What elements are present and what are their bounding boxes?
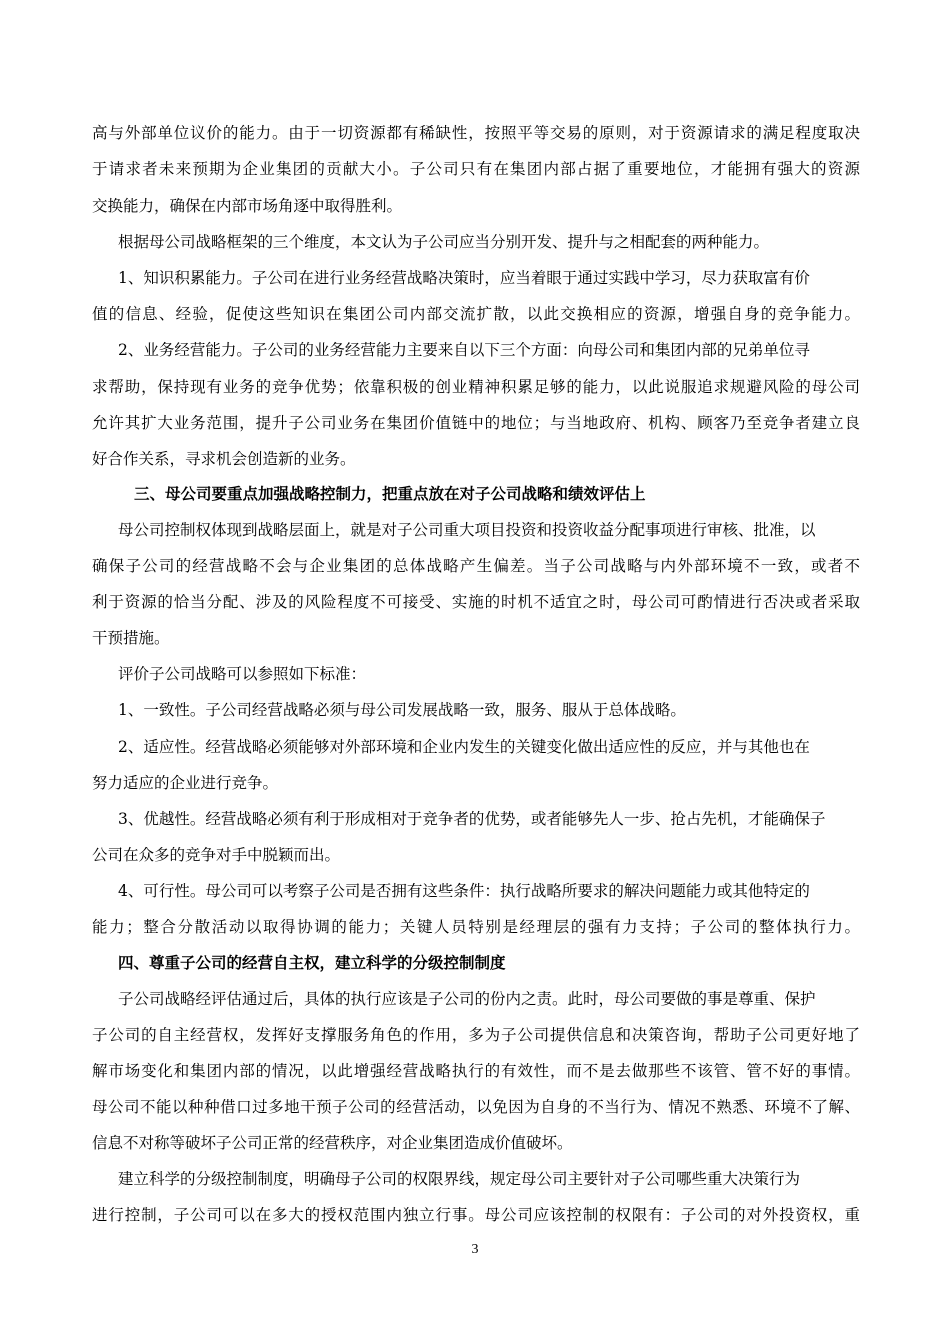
body-line: 于请求者未来预期为企业集团的贡献大小。子公司只有在集团内部占据了重要地位，才能拥有强大的资源 — [92, 160, 860, 178]
numbered-item-line — [118, 340, 810, 360]
item-heading: 1、一致性。 — [118, 701, 206, 719]
item-body: 子公司的业务经营能力主要来自以下三个方面：向母公司和集团内部的兄弟单位寻 — [251, 341, 810, 359]
item-heading: 2、业务经营能力。 — [118, 341, 252, 359]
body-line: 确保子公司的经营战略不会与企业集团的总体战略产生偏差。当子公司战略与内外部环境不一致，或者不 — [92, 557, 860, 575]
body-line: 建立科学的分级控制制度，明确母子公司的权限界线，规定母公司主要针对子公司哪些重大决策行为 — [118, 1170, 801, 1188]
body-line: 利于资源的恰当分配、涉及的风险程度不可接受、实施的时机不适宜之时，母公司可酌情进行否决或者采取 — [92, 593, 860, 611]
body-line: 能力；整合分散活动以取得协调的能力；关键人员特别是经理层的强有力支持；子公司的整体执行力。 — [92, 918, 860, 936]
numbered-item-line — [118, 700, 686, 720]
item-body: 经营战略必须有利于形成相对于竞争者的优势，或者能够先人一步、抢占先机，才能确保子 — [205, 810, 826, 828]
item-heading: 2、适应性。 — [118, 738, 206, 756]
item-heading: 3、优越性。 — [118, 810, 206, 828]
item-body: 子公司经营战略必须与母公司发展战略一致，服务、服从于总体战略。 — [205, 701, 686, 719]
body-line: 信息不对称等破坏子公司正常的经营秩序，对企业集团造成价值破坏。 — [92, 1134, 573, 1152]
item-body: 子公司在进行业务经营战略决策时，应当着眼于通过实践中学习，尽力获取富有价 — [251, 269, 810, 287]
section-heading: 三、母公司要重点加强战略控制力，把重点放在对子公司战略和绩效评估上 — [134, 485, 646, 503]
body-line: 交换能力，确保在内部市场角逐中取得胜利。 — [92, 197, 403, 215]
body-line: 求帮助，保持现有业务的竞争优势；依靠积极的创业精神积累足够的能力，以此说服追求规避风险的母公司 — [92, 378, 860, 396]
numbered-item-line — [118, 881, 810, 901]
body-line: 进行控制，子公司可以在多大的授权范围内独立行事。母公司应该控制的权限有：子公司的对外投资权，重 — [92, 1206, 860, 1224]
body-line: 干预措施。 — [92, 629, 170, 647]
item-body: 母公司可以考察子公司是否拥有这些条件：执行战略所要求的解决问题能力或其他特定的 — [205, 882, 810, 900]
numbered-item-line — [118, 809, 825, 829]
body-line: 子公司战略经评估通过后，具体的执行应该是子公司的份内之责。此时，母公司要做的事是尊重、保护 — [118, 990, 816, 1008]
body-line: 值的信息、经验，促使这些知识在集团公司内部交流扩散，以此交换相应的资源，增强自身的竞争能力。 — [92, 305, 860, 323]
body-line: 母公司不能以种种借口过多地干预子公司的经营活动，以免因为自身的不当行为、情况不熟悉、环境不了解、 — [92, 1098, 860, 1116]
body-line: 努力适应的企业进行竞争。 — [92, 774, 279, 792]
page-number: 3 — [471, 1242, 479, 1257]
body-line: 子公司的自主经营权，发挥好支撑服务角色的作用，多为子公司提供信息和决策咨询，帮助子公司更好地了 — [92, 1026, 860, 1044]
body-line: 母公司控制权体现到战略层面上，就是对子公司重大项目投资和投资收益分配事项进行审核、批准，以 — [118, 521, 816, 539]
body-line: 高与外部单位议价的能力。由于一切资源都有稀缺性，按照平等交易的原则，对于资源请求的满足程度取决 — [92, 124, 860, 142]
numbered-item-line — [118, 737, 810, 757]
item-heading: 4、可行性。 — [118, 882, 206, 900]
item-body: 经营战略必须能够对外部环境和企业内发生的关键变化做出适应性的反应，并与其他也在 — [205, 738, 810, 756]
body-line: 公司在众多的竞争对手中脱颖而出。 — [92, 846, 341, 864]
body-line: 评价子公司战略可以参照如下标准： — [118, 665, 367, 683]
body-line: 根据母公司战略框架的三个维度，本文认为子公司应当分别开发、提升与之相配套的两种能力。 — [118, 233, 770, 251]
body-line: 好合作关系，寻求机会创造新的业务。 — [92, 450, 356, 468]
body-line: 解市场变化和集团内部的情况，以此增强经营战略执行的有效性，而不是去做那些不该管、管不好的事情。 — [92, 1062, 860, 1080]
section-heading: 四、尊重子公司的经营自主权，建立科学的分级控制制度 — [118, 954, 506, 972]
numbered-item-line — [118, 268, 810, 288]
body-line: 允许其扩大业务范围，提升子公司业务在集团价值链中的地位；与当地政府、机构、顾客乃至竞争者建立良 — [92, 414, 860, 432]
item-heading: 1、知识积累能力。 — [118, 269, 252, 287]
